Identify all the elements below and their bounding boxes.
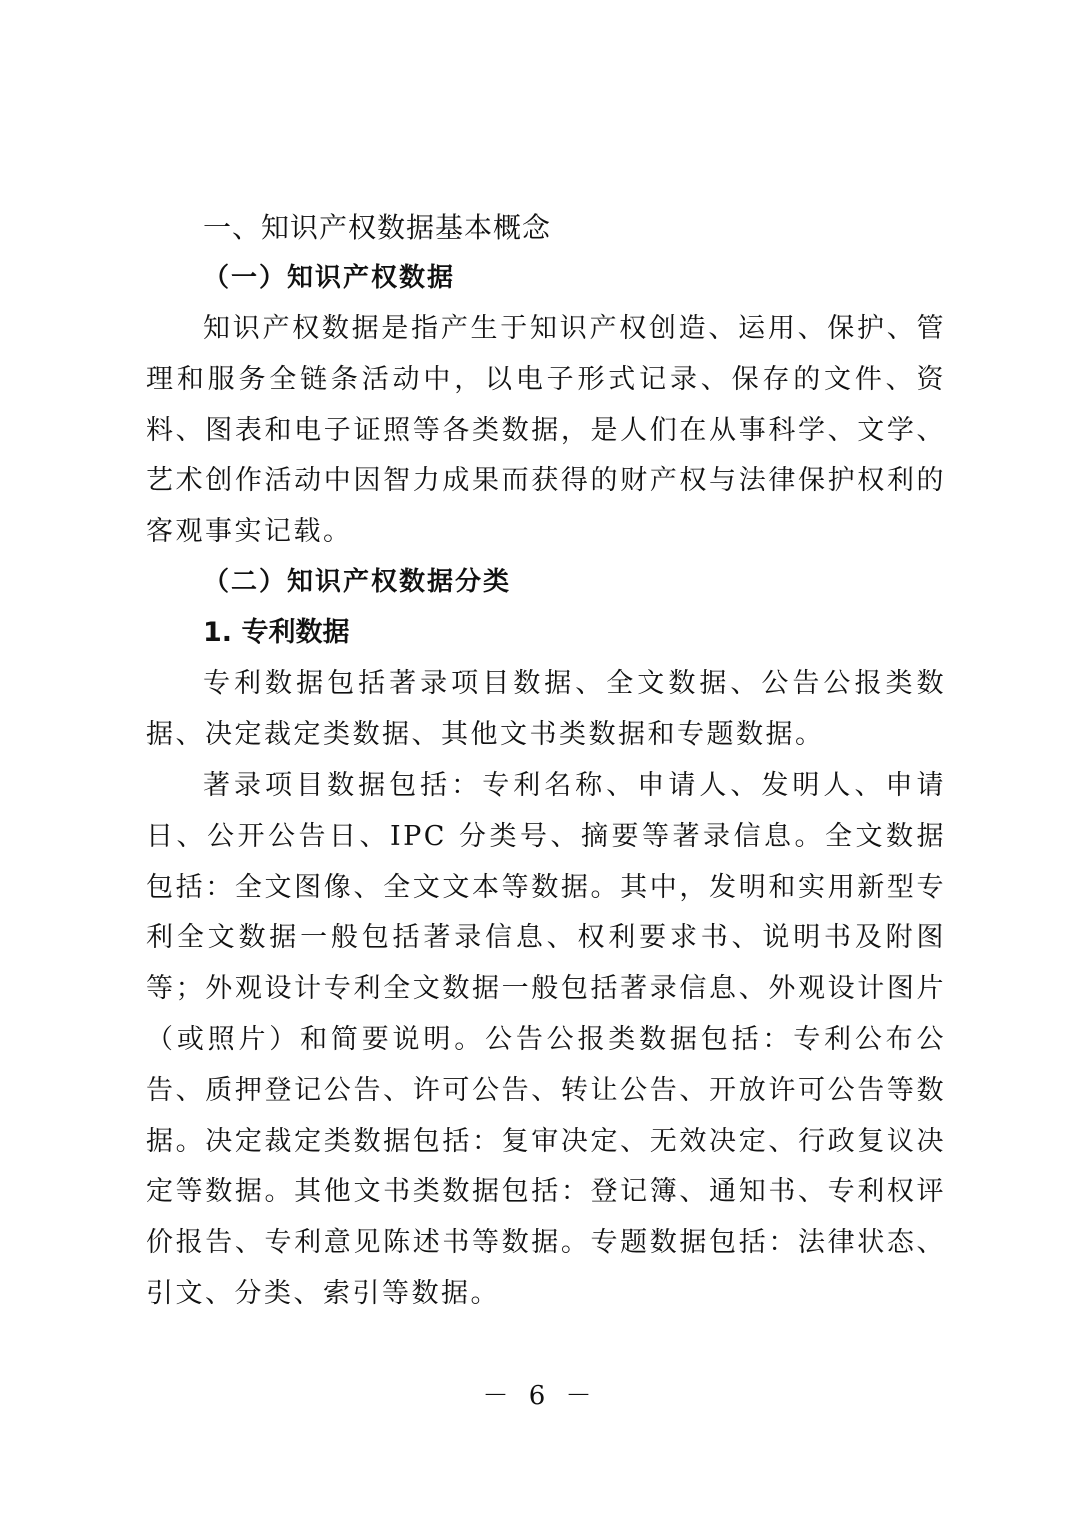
paragraph-patent-data-details: 著录项目数据包括：专利名称、申请人、发明人、申请日、公开公告日、IPC 分类号、摘要等著录信息。全文数据包括：全文图像、全文文本等数据。其中，发明和实用新型专利全文数据一般包括著录信息、权利要求书、说明书及附图等；外观设计专利全文数据一般包括著录信息、外观设计图片（或照片）和简要说明。公告公报类数据包括：专利公布公告、质押登记公告、许可公告、转让公告、开放许可公告等数据。决定裁定类数据包括：复审决定、无效决定、行政复议决定等数据。其他文书类数据包括：登记簿、通知书、专利权评价报告、专利意见陈述书等数据。专题数据包括：法律状态、引文、分类、索引等数据。 (146, 770, 946, 1309)
subsection-heading-ip-data: （一）知识产权数据 (203, 263, 456, 293)
section-heading: 一、知识产权数据基本概念 (203, 211, 552, 244)
paragraph-patent-data-overview: 专利数据包括著录项目数据、全文数据、公告公报类数据、决定裁定类数据、其他文书类数据和专题数据。 (146, 668, 946, 750)
subsection-heading-patent-data: 1. 专利数据 (203, 617, 350, 648)
paragraph-ip-data-definition: 知识产权数据是指产生于知识产权创造、运用、保护、管理和服务全链条活动中，以电子形式记录、保存的文件、资料、图表和电子证照等各类数据，是人们在从事科学、文学、艺术创作活动中因智力成果而获得的财产权与法律保护权利的客观事实记载。 (146, 313, 946, 548)
page-number: － 6 － (482, 1381, 598, 1411)
subsection-heading-ip-data-classification: （二）知识产权数据分类 (203, 567, 512, 597)
